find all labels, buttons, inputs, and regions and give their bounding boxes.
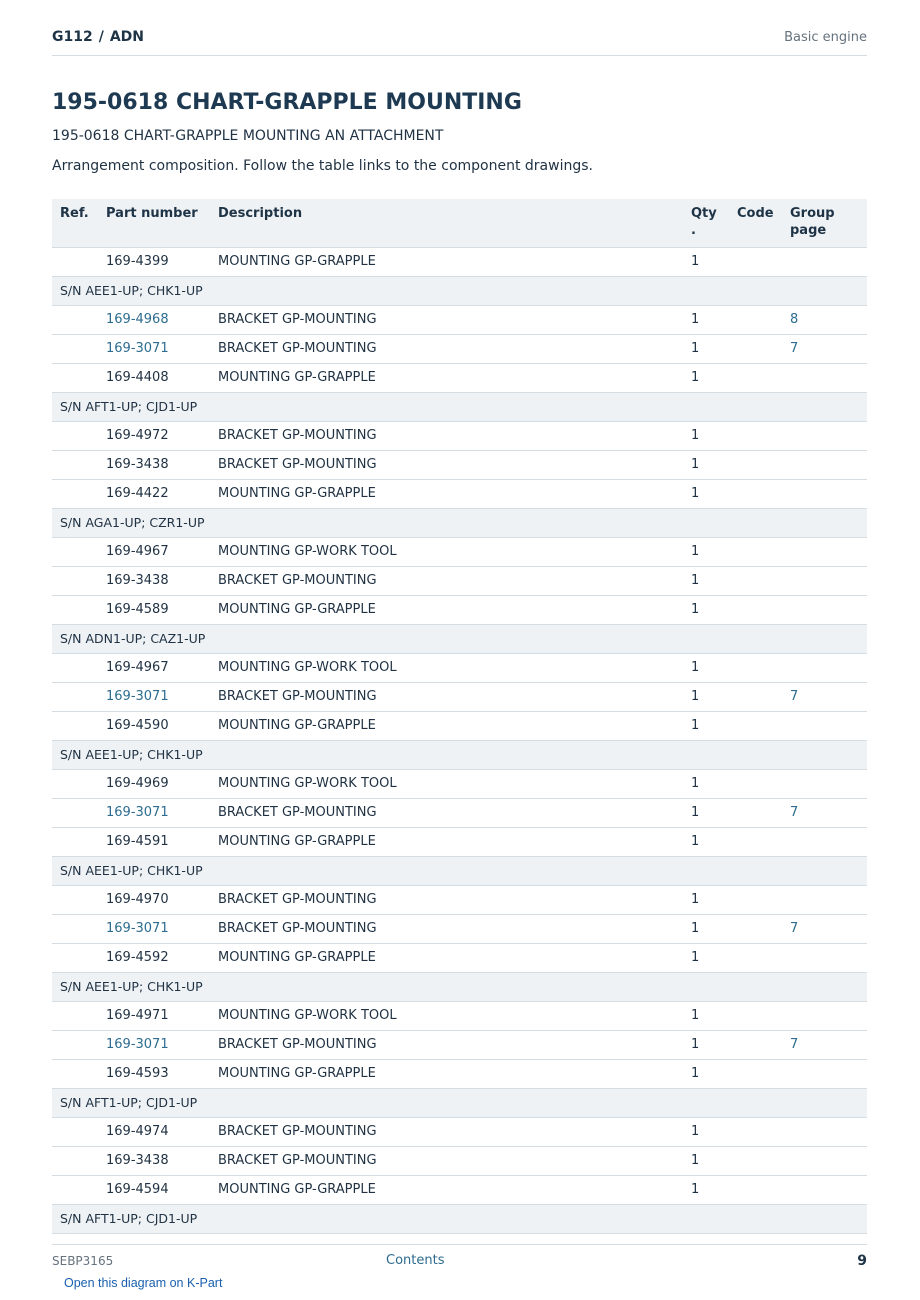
table-row bbox=[52, 769, 867, 798]
part-number-text: 169-4971 bbox=[106, 1008, 169, 1023]
part-number-cell bbox=[106, 769, 218, 798]
qty-cell: 1 bbox=[691, 653, 737, 682]
table-row bbox=[52, 334, 867, 363]
part-number-text: 169-4408 bbox=[106, 370, 169, 385]
serial-number-text: S/N AEE1-UP; CHK1-UP bbox=[52, 972, 867, 1001]
parts-table-body bbox=[52, 247, 867, 1233]
description-cell: MOUNTING GP-WORK TOOL bbox=[218, 653, 691, 682]
part-number-cell bbox=[106, 827, 218, 856]
column-header-part-number: Part number bbox=[106, 199, 218, 247]
table-row bbox=[52, 885, 867, 914]
code-cell bbox=[737, 1117, 790, 1146]
part-number-link[interactable]: 169-3071 bbox=[106, 805, 169, 820]
qty-cell: 1 bbox=[691, 421, 737, 450]
table-row bbox=[52, 595, 867, 624]
part-number-text: 169-4972 bbox=[106, 428, 169, 443]
qty-cell: 1 bbox=[691, 305, 737, 334]
group-page-cell bbox=[790, 682, 867, 711]
qty-cell: 1 bbox=[691, 479, 737, 508]
serial-number-text: S/N AEE1-UP; CHK1-UP bbox=[52, 856, 867, 885]
serial-number-row bbox=[52, 740, 867, 769]
part-number-text: 169-4422 bbox=[106, 486, 169, 501]
ref-cell bbox=[52, 769, 106, 798]
model-label: G112 bbox=[52, 29, 93, 45]
part-number-text: 169-3438 bbox=[106, 457, 169, 472]
part-number-text: 169-4592 bbox=[106, 950, 169, 965]
description-cell: BRACKET GP-MOUNTING bbox=[218, 421, 691, 450]
group-page-link[interactable]: 7 bbox=[790, 1037, 799, 1052]
ref-cell bbox=[52, 334, 106, 363]
qty-cell: 1 bbox=[691, 798, 737, 827]
qty-cell: 1 bbox=[691, 1001, 737, 1030]
ref-cell bbox=[52, 682, 106, 711]
part-number-cell bbox=[106, 537, 218, 566]
ref-cell bbox=[52, 450, 106, 479]
group-page-cell bbox=[790, 827, 867, 856]
table-row bbox=[52, 537, 867, 566]
description-cell: MOUNTING GP-GRAPPLE bbox=[218, 943, 691, 972]
ref-cell bbox=[52, 1030, 106, 1059]
group-page-cell bbox=[790, 769, 867, 798]
code-cell bbox=[737, 769, 790, 798]
description-cell: MOUNTING GP-WORK TOOL bbox=[218, 537, 691, 566]
ref-cell bbox=[52, 827, 106, 856]
group-page-cell bbox=[790, 653, 867, 682]
part-number-cell bbox=[106, 450, 218, 479]
column-header-qty: Qty . bbox=[691, 199, 737, 247]
breadcrumb bbox=[52, 29, 144, 45]
part-number-cell bbox=[106, 1030, 218, 1059]
code-cell bbox=[737, 566, 790, 595]
part-number-cell bbox=[106, 363, 218, 392]
qty-cell: 1 bbox=[691, 537, 737, 566]
description-cell: BRACKET GP-MOUNTING bbox=[218, 1117, 691, 1146]
breadcrumb-separator: / bbox=[98, 29, 104, 45]
part-number-text: 169-4967 bbox=[106, 544, 169, 559]
ref-cell bbox=[52, 421, 106, 450]
table-row bbox=[52, 1001, 867, 1030]
serial-number-row bbox=[52, 1088, 867, 1117]
part-number-cell bbox=[106, 914, 218, 943]
qty-cell: 1 bbox=[691, 595, 737, 624]
table-row bbox=[52, 247, 867, 276]
code-cell bbox=[737, 827, 790, 856]
page-footer bbox=[52, 1244, 867, 1275]
part-number-cell bbox=[106, 885, 218, 914]
qty-cell: 1 bbox=[691, 827, 737, 856]
group-page-cell bbox=[790, 1059, 867, 1088]
group-page-cell bbox=[790, 914, 867, 943]
part-number-link[interactable]: 169-3071 bbox=[106, 1037, 169, 1052]
group-page-cell bbox=[790, 363, 867, 392]
ref-cell bbox=[52, 914, 106, 943]
group-page-cell bbox=[790, 1001, 867, 1030]
table-row bbox=[52, 1175, 867, 1204]
qty-cell: 1 bbox=[691, 943, 737, 972]
serial-number-text: S/N ADN1-UP; CAZ1-UP bbox=[52, 624, 867, 653]
part-number-text: 169-3438 bbox=[106, 1153, 169, 1168]
description-cell: MOUNTING GP-GRAPPLE bbox=[218, 595, 691, 624]
ref-cell bbox=[52, 943, 106, 972]
group-page-link[interactable]: 7 bbox=[790, 921, 799, 936]
part-number-link[interactable]: 169-3071 bbox=[106, 689, 169, 704]
qty-cell: 1 bbox=[691, 363, 737, 392]
group-page-cell bbox=[790, 247, 867, 276]
open-kpart-link[interactable]: Open this diagram on K-Part bbox=[64, 1276, 223, 1290]
part-number-cell bbox=[106, 566, 218, 595]
table-row bbox=[52, 1059, 867, 1088]
parts-table bbox=[52, 199, 867, 1234]
description-cell: MOUNTING GP-GRAPPLE bbox=[218, 1059, 691, 1088]
part-number-cell bbox=[106, 334, 218, 363]
table-row bbox=[52, 682, 867, 711]
ref-cell bbox=[52, 566, 106, 595]
column-header-code: Code bbox=[737, 199, 790, 247]
qty-cell: 1 bbox=[691, 566, 737, 595]
code-cell bbox=[737, 943, 790, 972]
code-cell bbox=[737, 247, 790, 276]
column-header-description: Description bbox=[218, 199, 691, 247]
code-cell bbox=[737, 914, 790, 943]
group-page-cell bbox=[790, 421, 867, 450]
description-cell: BRACKET GP-MOUNTING bbox=[218, 305, 691, 334]
description-cell: BRACKET GP-MOUNTING bbox=[218, 334, 691, 363]
code-cell bbox=[737, 595, 790, 624]
code-cell bbox=[737, 305, 790, 334]
part-number-text: 169-4594 bbox=[106, 1182, 169, 1197]
ref-cell bbox=[52, 885, 106, 914]
description-cell: MOUNTING GP-GRAPPLE bbox=[218, 363, 691, 392]
code-cell bbox=[737, 363, 790, 392]
code-cell bbox=[737, 450, 790, 479]
group-page-cell bbox=[790, 566, 867, 595]
table-row bbox=[52, 305, 867, 334]
serial-number-row bbox=[52, 508, 867, 537]
ref-cell bbox=[52, 798, 106, 827]
serial-number-row bbox=[52, 972, 867, 1001]
part-number-cell bbox=[106, 421, 218, 450]
code-cell bbox=[737, 682, 790, 711]
description-cell: MOUNTING GP-WORK TOOL bbox=[218, 769, 691, 798]
serial-number-text: S/N AFT1-UP; CJD1-UP bbox=[52, 1204, 867, 1233]
qty-cell: 1 bbox=[691, 914, 737, 943]
code-cell bbox=[737, 1146, 790, 1175]
description-cell: MOUNTING GP-GRAPPLE bbox=[218, 1175, 691, 1204]
group-page-cell bbox=[790, 1117, 867, 1146]
part-number-cell bbox=[106, 1146, 218, 1175]
qty-cell: 1 bbox=[691, 885, 737, 914]
part-number-text: 169-4589 bbox=[106, 602, 169, 617]
part-number-link[interactable]: 169-4968 bbox=[106, 312, 169, 327]
part-number-cell bbox=[106, 1001, 218, 1030]
serial-number-text: S/N AEE1-UP; CHK1-UP bbox=[52, 740, 867, 769]
description-cell: MOUNTING GP-GRAPPLE bbox=[218, 247, 691, 276]
qty-cell: 1 bbox=[691, 450, 737, 479]
group-page-cell bbox=[790, 798, 867, 827]
page-title: 195-0618 CHART-GRAPPLE MOUNTING bbox=[52, 90, 522, 115]
serial-number-row bbox=[52, 856, 867, 885]
table-row bbox=[52, 711, 867, 740]
part-number-cell bbox=[106, 682, 218, 711]
group-page-link[interactable]: 7 bbox=[790, 805, 799, 820]
description-cell: BRACKET GP-MOUNTING bbox=[218, 914, 691, 943]
serial-number-text: S/N AFT1-UP; CJD1-UP bbox=[52, 392, 867, 421]
part-number-link[interactable]: 169-3071 bbox=[106, 341, 169, 356]
table-row bbox=[52, 363, 867, 392]
qty-cell: 1 bbox=[691, 1175, 737, 1204]
qty-cell: 1 bbox=[691, 1059, 737, 1088]
code-cell bbox=[737, 1059, 790, 1088]
ref-cell bbox=[52, 711, 106, 740]
part-number-cell bbox=[106, 711, 218, 740]
description-cell: MOUNTING GP-GRAPPLE bbox=[218, 711, 691, 740]
document-id: SEBP3165 bbox=[52, 1254, 114, 1268]
group-page-link[interactable]: 7 bbox=[790, 689, 799, 704]
description-cell: BRACKET GP-MOUNTING bbox=[218, 1146, 691, 1175]
qty-cell: 1 bbox=[691, 247, 737, 276]
part-number-text: 169-4967 bbox=[106, 660, 169, 675]
part-number-link[interactable]: 169-3071 bbox=[106, 921, 169, 936]
table-row bbox=[52, 1146, 867, 1175]
code-cell bbox=[737, 421, 790, 450]
group-page-cell bbox=[790, 334, 867, 363]
part-number-text: 169-4593 bbox=[106, 1066, 169, 1081]
part-number-cell bbox=[106, 1117, 218, 1146]
group-page-cell bbox=[790, 537, 867, 566]
qty-cell: 1 bbox=[691, 682, 737, 711]
part-number-cell bbox=[106, 798, 218, 827]
serial-prefix-label: ADN bbox=[109, 29, 145, 45]
description-cell: BRACKET GP-MOUNTING bbox=[218, 1030, 691, 1059]
column-header-ref: Ref. bbox=[52, 199, 106, 247]
part-number-text: 169-4974 bbox=[106, 1124, 169, 1139]
code-cell bbox=[737, 1030, 790, 1059]
description-cell: BRACKET GP-MOUNTING bbox=[218, 798, 691, 827]
group-page-cell bbox=[790, 479, 867, 508]
intro-text: Arrangement composition. Follow the table links to the component drawings. bbox=[52, 158, 593, 174]
group-page-cell bbox=[790, 305, 867, 334]
page-subtitle: 195-0618 CHART-GRAPPLE MOUNTING AN ATTACHMENT bbox=[52, 128, 444, 144]
table-row bbox=[52, 827, 867, 856]
qty-cell: 1 bbox=[691, 1146, 737, 1175]
table-row bbox=[52, 450, 867, 479]
ref-cell bbox=[52, 247, 106, 276]
description-cell: BRACKET GP-MOUNTING bbox=[218, 885, 691, 914]
page-header bbox=[52, 28, 867, 56]
page-number: 9 bbox=[857, 1253, 867, 1269]
serial-number-row bbox=[52, 276, 867, 305]
code-cell bbox=[737, 537, 790, 566]
ref-cell bbox=[52, 363, 106, 392]
group-page-cell bbox=[790, 1030, 867, 1059]
part-number-text: 169-4591 bbox=[106, 834, 169, 849]
qty-cell: 1 bbox=[691, 1117, 737, 1146]
description-cell: BRACKET GP-MOUNTING bbox=[218, 450, 691, 479]
group-page-cell bbox=[790, 1175, 867, 1204]
ref-cell bbox=[52, 653, 106, 682]
description-cell: BRACKET GP-MOUNTING bbox=[218, 566, 691, 595]
table-row bbox=[52, 914, 867, 943]
part-number-text: 169-4969 bbox=[106, 776, 169, 791]
part-number-cell bbox=[106, 305, 218, 334]
code-cell bbox=[737, 885, 790, 914]
table-row bbox=[52, 566, 867, 595]
table-header-row bbox=[52, 199, 867, 247]
part-number-text: 169-3438 bbox=[106, 573, 169, 588]
contents-link[interactable]: Contents bbox=[386, 1253, 445, 1268]
serial-number-row bbox=[52, 1204, 867, 1233]
code-cell bbox=[737, 653, 790, 682]
ref-cell bbox=[52, 1117, 106, 1146]
ref-cell bbox=[52, 537, 106, 566]
group-page-cell bbox=[790, 711, 867, 740]
description-cell: MOUNTING GP-GRAPPLE bbox=[218, 479, 691, 508]
ref-cell bbox=[52, 595, 106, 624]
ref-cell bbox=[52, 305, 106, 334]
code-cell bbox=[737, 798, 790, 827]
qty-cell: 1 bbox=[691, 1030, 737, 1059]
code-cell bbox=[737, 1175, 790, 1204]
table-row bbox=[52, 1030, 867, 1059]
description-cell: MOUNTING GP-GRAPPLE bbox=[218, 827, 691, 856]
part-number-cell bbox=[106, 1175, 218, 1204]
part-number-text: 169-4399 bbox=[106, 254, 169, 269]
group-page-link[interactable]: 7 bbox=[790, 341, 799, 356]
serial-number-row bbox=[52, 624, 867, 653]
table-row bbox=[52, 653, 867, 682]
group-page-cell bbox=[790, 450, 867, 479]
ref-cell bbox=[52, 1059, 106, 1088]
group-page-cell bbox=[790, 943, 867, 972]
serial-number-row bbox=[52, 392, 867, 421]
code-cell bbox=[737, 1001, 790, 1030]
part-number-cell bbox=[106, 247, 218, 276]
group-page-cell bbox=[790, 885, 867, 914]
code-cell bbox=[737, 479, 790, 508]
part-number-cell bbox=[106, 653, 218, 682]
group-page-cell bbox=[790, 595, 867, 624]
table-row bbox=[52, 1117, 867, 1146]
serial-number-text: S/N AEE1-UP; CHK1-UP bbox=[52, 276, 867, 305]
column-header-group-page: Group page bbox=[790, 199, 867, 247]
qty-cell: 1 bbox=[691, 711, 737, 740]
table-row bbox=[52, 479, 867, 508]
ref-cell bbox=[52, 1175, 106, 1204]
code-cell bbox=[737, 334, 790, 363]
code-cell bbox=[737, 711, 790, 740]
table-row bbox=[52, 798, 867, 827]
serial-number-text: S/N AGA1-UP; CZR1-UP bbox=[52, 508, 867, 537]
table-row bbox=[52, 421, 867, 450]
description-cell: MOUNTING GP-WORK TOOL bbox=[218, 1001, 691, 1030]
ref-cell bbox=[52, 1146, 106, 1175]
group-page-link[interactable]: 8 bbox=[790, 312, 799, 327]
table-row bbox=[52, 943, 867, 972]
ref-cell bbox=[52, 479, 106, 508]
part-number-text: 169-4590 bbox=[106, 718, 169, 733]
part-number-cell bbox=[106, 595, 218, 624]
part-number-cell bbox=[106, 1059, 218, 1088]
part-number-text: 169-4970 bbox=[106, 892, 169, 907]
group-page-cell bbox=[790, 1146, 867, 1175]
part-number-cell bbox=[106, 479, 218, 508]
section-label: Basic engine bbox=[784, 30, 867, 45]
description-cell: BRACKET GP-MOUNTING bbox=[218, 682, 691, 711]
serial-number-text: S/N AFT1-UP; CJD1-UP bbox=[52, 1088, 867, 1117]
qty-cell: 1 bbox=[691, 769, 737, 798]
part-number-cell bbox=[106, 943, 218, 972]
qty-cell: 1 bbox=[691, 334, 737, 363]
ref-cell bbox=[52, 1001, 106, 1030]
